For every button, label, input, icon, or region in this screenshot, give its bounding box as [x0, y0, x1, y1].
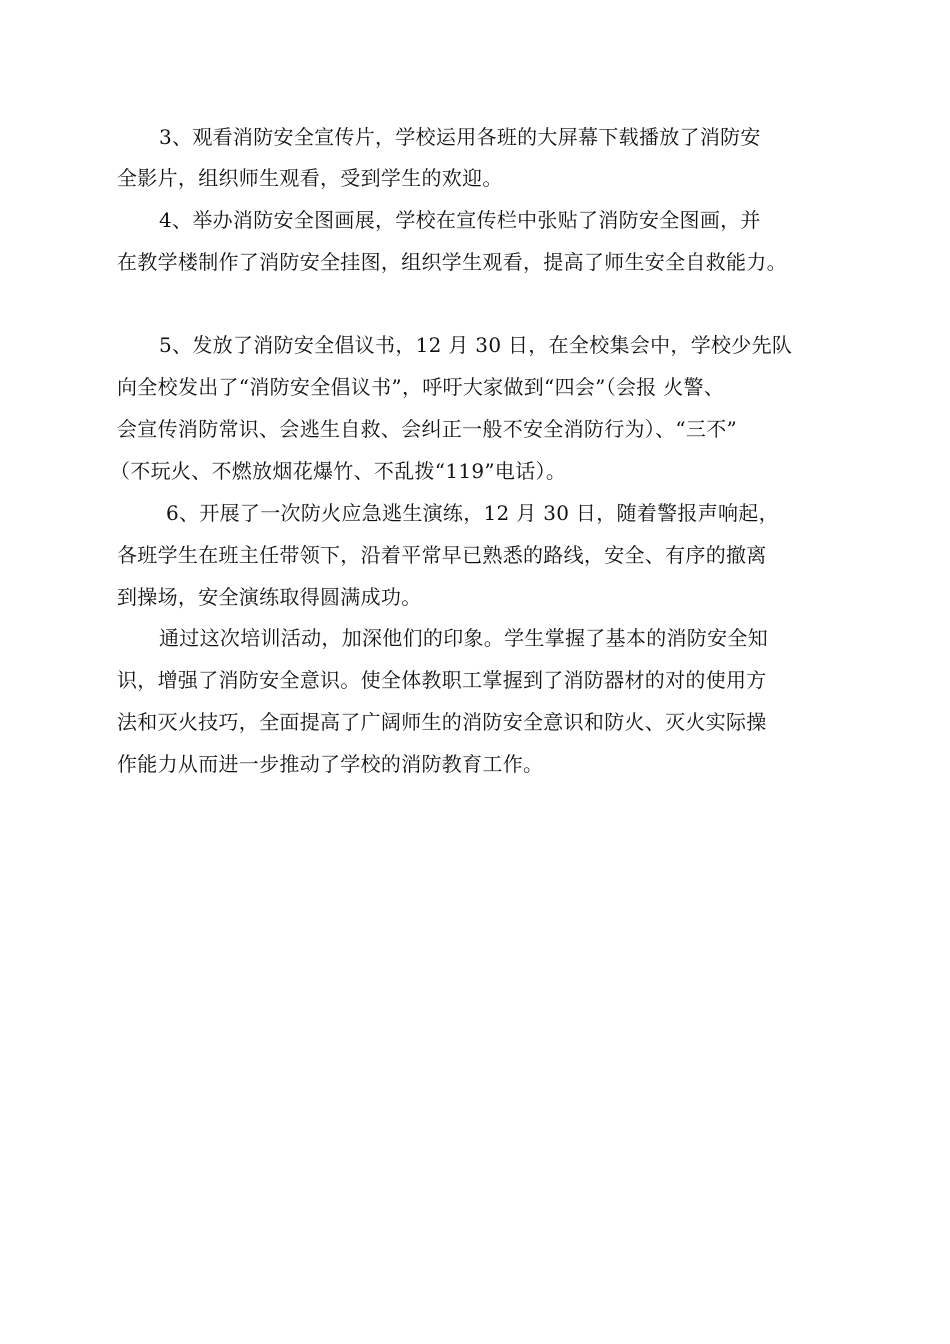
paragraph-4-line-2: 在教学楼制作了消防安全挂图，组织学生观看，提高了师生安全自救能力。	[117, 250, 787, 274]
paragraph-5-line-3: 会宣传消防常识、会逃生自救、会纠正一般不安全消防行为）、“三不”	[117, 417, 738, 441]
paragraph-5-line-1: 5、发放了消防安全倡议书，12 月 30 日，在全校集会中，学校少先队	[159, 333, 793, 357]
paragraph-6-line-2: 各班学生在班主任带领下，沿着平常早已熟悉的路线，安全、有序的撤离	[117, 543, 767, 567]
paragraph-6-line-3: 到操场，安全演练取得圆满成功。	[117, 585, 422, 609]
summary-line-3: 法和灭火技巧，全面提高了广阔师生的消防安全意识和防火、灭火实际操	[117, 710, 767, 734]
summary-line-1: 通过这次培训活动，加深他们的印象。学生掌握了基本的消防安全知	[159, 626, 768, 650]
paragraph-3-line-1: 3、观看消防安全宣传片，学校运用各班的大屏幕下载播放了消防安	[159, 125, 761, 149]
summary-line-4: 作能力从而进一步推动了学校的消防教育工作。	[117, 752, 544, 776]
paragraph-5-line-2: 向全校发出了“消防安全倡议书”，呼吁大家做到“四会”（会报 火警、	[117, 375, 725, 399]
paragraph-5-line-4: （不玩火、不燃放烟花爆竹、不乱拨“119”电话）。	[110, 459, 567, 483]
paragraph-3-line-2: 全影片，组织师生观看，受到学生的欢迎。	[117, 166, 503, 190]
summary-line-2: 识，增强了消防安全意识。使全体教职工掌握到了消防器材的对的使用方	[117, 668, 767, 692]
paragraph-6-line-1: 6、开展了一次防火应急逃生演练，12 月 30 日，随着警报声响起，	[166, 501, 779, 525]
paragraph-4-line-1: 4、举办消防安全图画展，学校在宣传栏中张贴了消防安全图画，并	[159, 208, 761, 232]
